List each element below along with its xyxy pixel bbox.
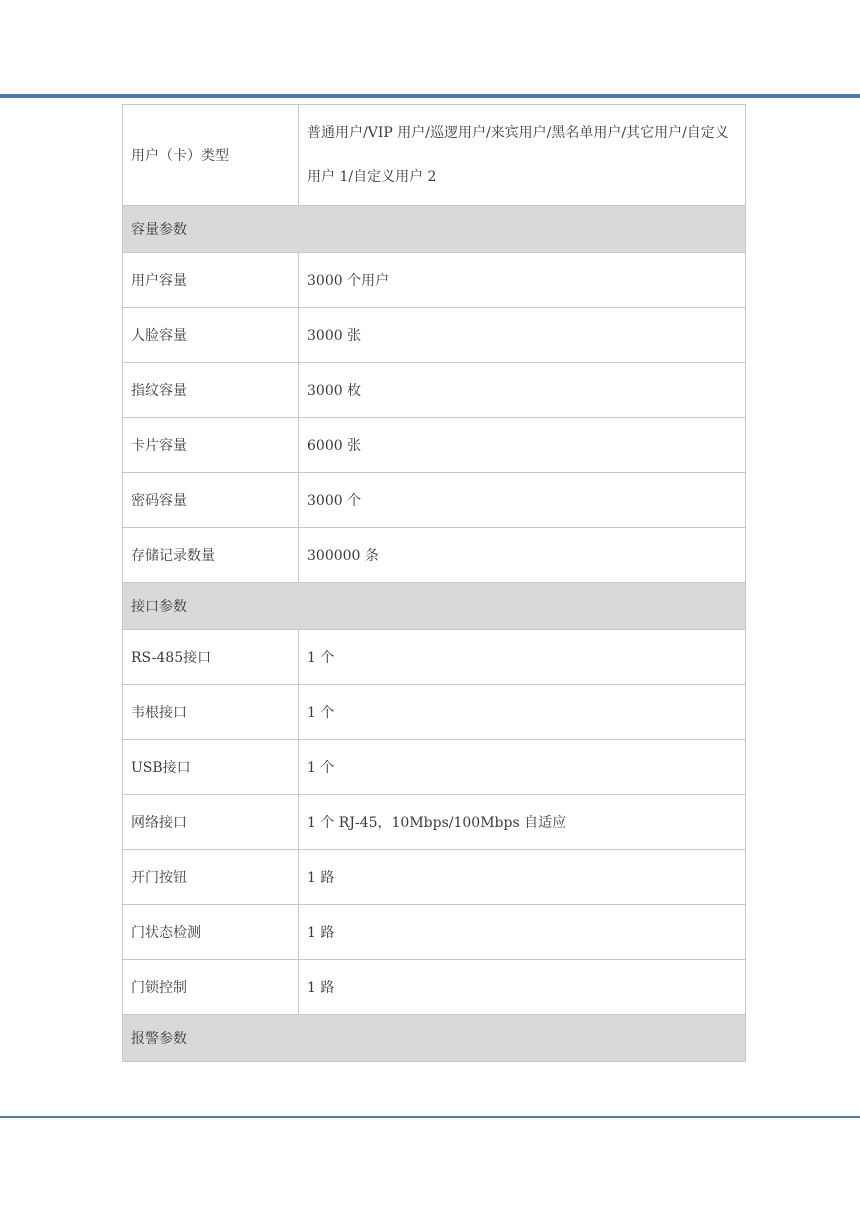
spec-label: 开门按钮 [123, 850, 299, 905]
spec-label: 密码容量 [123, 473, 299, 528]
spec-label: 网络接口 [123, 795, 299, 850]
section-title: 报警参数 [123, 1015, 746, 1062]
spec-value: 1 路 [299, 850, 746, 905]
spec-value: 1 个 [299, 740, 746, 795]
spec-row-user-type [123, 105, 746, 206]
spec-row-network [123, 795, 746, 850]
spec-row-card-capacity [123, 418, 746, 473]
spec-row-password-capacity [123, 473, 746, 528]
footer-rule [0, 1116, 860, 1118]
spec-label: 指纹容量 [123, 363, 299, 418]
header-rule [0, 94, 860, 98]
spec-row-record-capacity [123, 528, 746, 583]
spec-label: 韦根接口 [123, 685, 299, 740]
spec-value: 1 路 [299, 905, 746, 960]
spec-value: 6000 张 [299, 418, 746, 473]
section-header-capacity [123, 206, 746, 253]
spec-value: 300000 条 [299, 528, 746, 583]
spec-row-wiegand [123, 685, 746, 740]
spec-label: 存储记录数量 [123, 528, 299, 583]
spec-row-usb [123, 740, 746, 795]
spec-label: 用户（卡）类型 [123, 105, 299, 206]
spec-table-body [123, 105, 746, 1062]
spec-label: 门锁控制 [123, 960, 299, 1015]
spec-value: 1 路 [299, 960, 746, 1015]
spec-label: 门状态检测 [123, 905, 299, 960]
section-title: 容量参数 [123, 206, 746, 253]
spec-row-user-capacity [123, 253, 746, 308]
section-title: 接口参数 [123, 583, 746, 630]
spec-label: RS-485接口 [123, 630, 299, 685]
spec-label: 人脸容量 [123, 308, 299, 363]
spec-value: 1 个 RJ-45，10Mbps/100Mbps 自适应 [299, 795, 746, 850]
spec-value: 普通用户/VIP 用户/巡逻用户/来宾用户/黑名单用户/其它用户/自定义用户 1/自定义用户 2 [299, 105, 746, 206]
spec-row-face-capacity [123, 308, 746, 363]
section-header-interface [123, 583, 746, 630]
spec-row-door-sensor [123, 905, 746, 960]
spec-label: USB接口 [123, 740, 299, 795]
spec-label: 用户容量 [123, 253, 299, 308]
spec-row-lock-control [123, 960, 746, 1015]
spec-value: 3000 枚 [299, 363, 746, 418]
spec-row-rs485 [123, 630, 746, 685]
spec-row-fingerprint-capacity [123, 363, 746, 418]
spec-row-exit-button [123, 850, 746, 905]
section-header-alarm [123, 1015, 746, 1062]
spec-label: 卡片容量 [123, 418, 299, 473]
spec-value: 1 个 [299, 685, 746, 740]
spec-table [122, 104, 746, 1062]
spec-value: 1 个 [299, 630, 746, 685]
spec-value: 3000 个用户 [299, 253, 746, 308]
spec-value: 3000 个 [299, 473, 746, 528]
spec-value: 3000 张 [299, 308, 746, 363]
